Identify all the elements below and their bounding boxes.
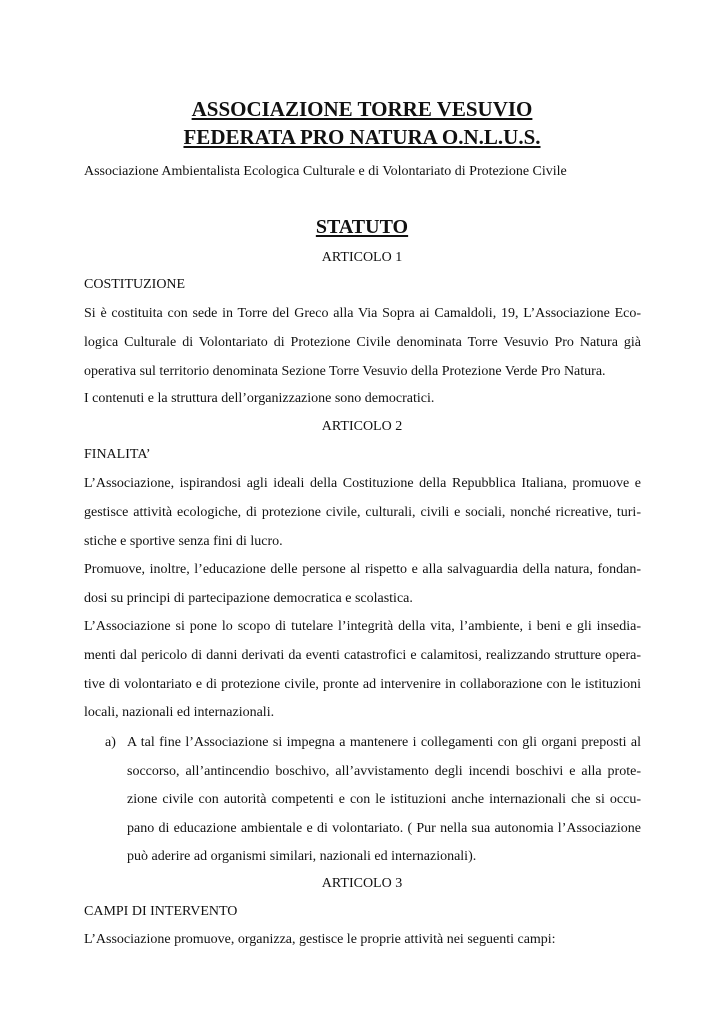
article-2-section-title: FINALITA’ [84, 447, 151, 462]
list-item-line: può aderire ad organismi similari, nazionali ed internazionali). [127, 849, 477, 864]
article-2-line: Promuove, inoltre, l’educazione delle persone al rispetto e alla salvaguardia della natura, fondan- [84, 562, 641, 577]
article-3-heading: ARTICOLO 3 [321, 876, 403, 891]
article-2-line: locali, nazionali ed internazionali. [84, 705, 275, 720]
article-2-line: L’Associazione si pone lo scopo di tutelare l’integrità della vita, l’ambiente, i beni e gli insedia- [84, 619, 641, 634]
article-2-line: dosi su principi di partecipazione democratica e scolastica. [84, 591, 413, 606]
article-1-heading: ARTICOLO 1 [321, 250, 403, 265]
article-3-line: L’Associazione promuove, organizza, gestisce le proprie attività nei seguenti campi: [84, 932, 556, 947]
association-title-line-1: ASSOCIAZIONE TORRE VESUVIO [191, 97, 533, 121]
article-2-line: stiche e sportive senza fini di lucro. [84, 534, 283, 549]
document-title: STATUTO [315, 216, 409, 238]
article-2-line: menti dal pericolo di danni derivati da eventi catastrofici e calamitosi, realizzando strutture opera- [84, 648, 641, 663]
article-1-section-title: COSTITUZIONE [84, 277, 186, 292]
association-subtitle: Associazione Ambientalista Ecologica Culturale e di Volontariato di Protezione Civile [84, 164, 567, 179]
article-1-line: I contenuti e la struttura dell’organizzazione sono democratici. [84, 391, 435, 406]
article-2-heading: ARTICOLO 2 [321, 419, 403, 434]
article-1-line: Si è costituita con sede in Torre del Greco alla Via Sopra ai Camaldoli, 19, L’Associazione Eco- [84, 306, 641, 321]
list-item-line: soccorso, all’antincendio boschivo, all’avvistamento degli incendi boschivi e alla prote- [127, 764, 641, 779]
list-item-line: zione civile con autorità competenti e con le istituzioni anche internazionali che si occu- [127, 792, 641, 807]
article-2-line: L’Associazione, ispirandosi agli ideali della Costituzione della Repubblica Italiana, promuove e [84, 476, 641, 491]
article-3-section-title: CAMPI DI INTERVENTO [84, 904, 238, 919]
article-2-line: tive di volontariato e di protezione civile, pronte ad intervenire in collaborazione con le istituzioni [84, 677, 641, 692]
article-1-line: operativa sul territorio denominata Sezione Torre Vesuvio della Protezione Verde Pro Natura. [84, 364, 606, 379]
list-item-line: A tal fine l’Associazione si impegna a mantenere i collegamenti con gli organi preposti al [127, 735, 641, 750]
list-item-line: pano di educazione ambientale e di volontariato. ( Pur nella sua autonomia l’Associazione [127, 821, 641, 836]
association-title-line-2: FEDERATA PRO NATURA O.N.L.U.S. [183, 125, 541, 149]
list-marker: a) [105, 735, 116, 750]
article-2-line: gestisce attività ecologiche, di protezione civile, culturali, civili e sociali, nonché ricreative, turi- [84, 505, 641, 520]
article-1-line: logica Culturale di Volontariato di Protezione Civile denominata Torre Vesuvio Pro Natura già [84, 335, 641, 350]
